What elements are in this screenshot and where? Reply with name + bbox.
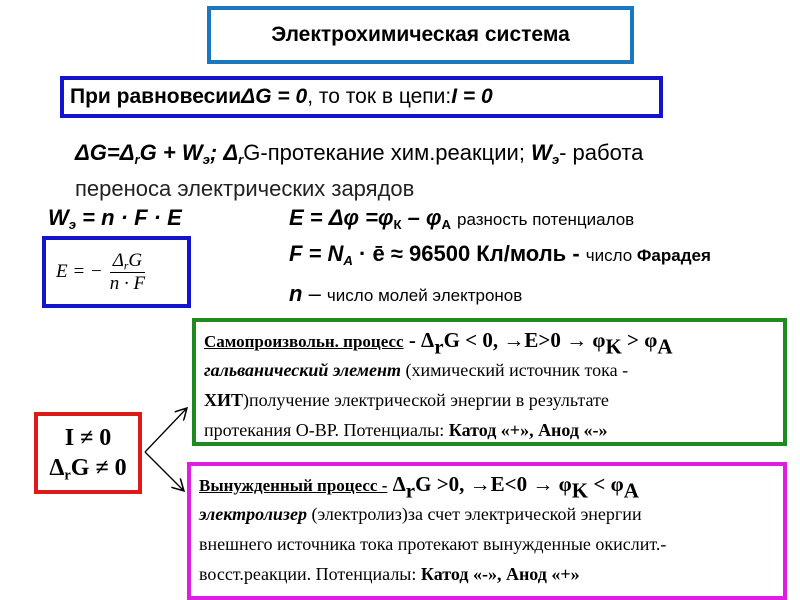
faraday-dash: - xyxy=(566,241,586,266)
work-sub: э xyxy=(68,216,77,232)
hit-term: ХИТ xyxy=(204,390,244,411)
spontaneous-line1 xyxy=(204,357,775,383)
equilibrium-middle: , то ток в цепи: xyxy=(307,85,452,108)
forced-line2: внешнего источника тока протекают вынужденные окислит.- xyxy=(199,534,667,555)
forced-head-b: G >0, →E<0 → φ xyxy=(415,472,572,496)
we-symbol: W xyxy=(531,140,552,165)
forced-process-box xyxy=(187,462,787,600)
potential-description: разность потенциалов xyxy=(456,210,635,229)
energy-balance-line2: переноса электрических зарядов xyxy=(75,176,415,201)
page-title: Электрохимическая система xyxy=(271,23,570,46)
sep: ; Δ xyxy=(209,140,239,165)
spont-line3-text: протекания О-ВР. Потенциалы: xyxy=(204,420,449,441)
electrons-dash: – xyxy=(302,281,327,306)
g-plus-w: G + W xyxy=(139,140,203,165)
forced-label: Вынужденный процесс - xyxy=(199,476,388,495)
sub-e2: э xyxy=(551,151,560,167)
arrow-down xyxy=(145,452,183,490)
condition-sub: r xyxy=(64,467,71,484)
condition-rest: G ≠ 0 xyxy=(70,455,127,481)
spont-sub-r: r xyxy=(434,334,444,359)
spontaneous-line3 xyxy=(204,417,775,443)
faraday-desc: число xyxy=(585,246,637,265)
forced-line1-rest: (электролиз)за счет электрической энергии xyxy=(306,504,642,524)
we-description: - работа xyxy=(559,140,644,165)
condition-current: I ≠ 0 xyxy=(64,425,112,451)
num-sub: r xyxy=(123,259,129,272)
forced-head-c: < φ xyxy=(588,472,624,496)
fraction-denominator: n · F xyxy=(109,272,146,294)
g-description: G-протекание хим.реакции; xyxy=(243,140,532,165)
forced-line1 xyxy=(199,501,775,527)
spont-head-a: - Δ xyxy=(403,328,435,352)
spontaneous-line2 xyxy=(204,387,775,413)
spont-line2-rest: )получение электрической энергии в результате xyxy=(243,390,609,411)
num-g: G xyxy=(128,249,143,271)
equilibrium-prefix: При равновесии xyxy=(70,85,242,108)
forced-line3-text: восст.реакции. Потенциалы: xyxy=(199,564,421,585)
spontaneous-label: Самопроизвольн. процесс xyxy=(204,332,404,351)
fraction-lhs: E = − xyxy=(56,261,103,282)
forced-sub-a: A xyxy=(623,478,639,503)
galvanic-cell-term: гальванический элемент xyxy=(204,360,401,380)
faraday-expr: F = N xyxy=(289,241,344,266)
potential-minus: – φ xyxy=(401,205,442,230)
spont-electrodes: Катод «+», Анод «-» xyxy=(448,420,608,441)
work-we: W xyxy=(48,205,69,230)
forced-head-a: Δ xyxy=(387,472,406,496)
forced-heading xyxy=(199,472,775,503)
equilibrium-current: I = 0 xyxy=(451,85,493,108)
dg-symbol: ΔG=Δ xyxy=(75,140,135,165)
potential-expr: E = Δφ =φ xyxy=(289,205,394,230)
spont-sub-a: A xyxy=(657,334,673,359)
electrolyzer-term: электролизер xyxy=(199,504,307,524)
forced-electrodes: Катод «-», Анод «+» xyxy=(420,564,580,585)
num-delta: Δ xyxy=(112,249,124,271)
condition-delta: Δ xyxy=(49,455,65,481)
spont-line1-rest: (химический источник тока - xyxy=(400,360,629,380)
forced-sub-k: K xyxy=(571,478,589,503)
equilibrium-dg: ΔG = 0 xyxy=(241,85,308,108)
spont-head-b: G < 0, →E>0 → φ xyxy=(443,328,606,352)
sub-r: r xyxy=(134,151,140,167)
forced-line3 xyxy=(199,561,775,587)
arrow-up xyxy=(145,409,186,452)
sub-e: э xyxy=(202,151,210,167)
spont-sub-k: K xyxy=(605,334,622,359)
spontaneous-heading xyxy=(204,328,775,359)
electrons-description: число молей электронов xyxy=(326,286,523,305)
spont-head-c: > φ xyxy=(621,328,658,352)
sub-r2: r xyxy=(238,151,244,167)
spontaneous-process-box xyxy=(192,318,787,446)
electrons-n: n xyxy=(289,281,303,306)
potential-sub-k: К xyxy=(393,216,402,232)
work-rest: = n · F · E xyxy=(76,205,182,230)
faraday-name: Фарадея xyxy=(636,246,711,265)
faraday-rest: · ē ≈ 96500 Кл/моль xyxy=(352,241,567,266)
potential-sub-a: А xyxy=(441,216,451,232)
forced-sub-r: r xyxy=(405,478,416,503)
faraday-sub: A xyxy=(343,252,353,268)
